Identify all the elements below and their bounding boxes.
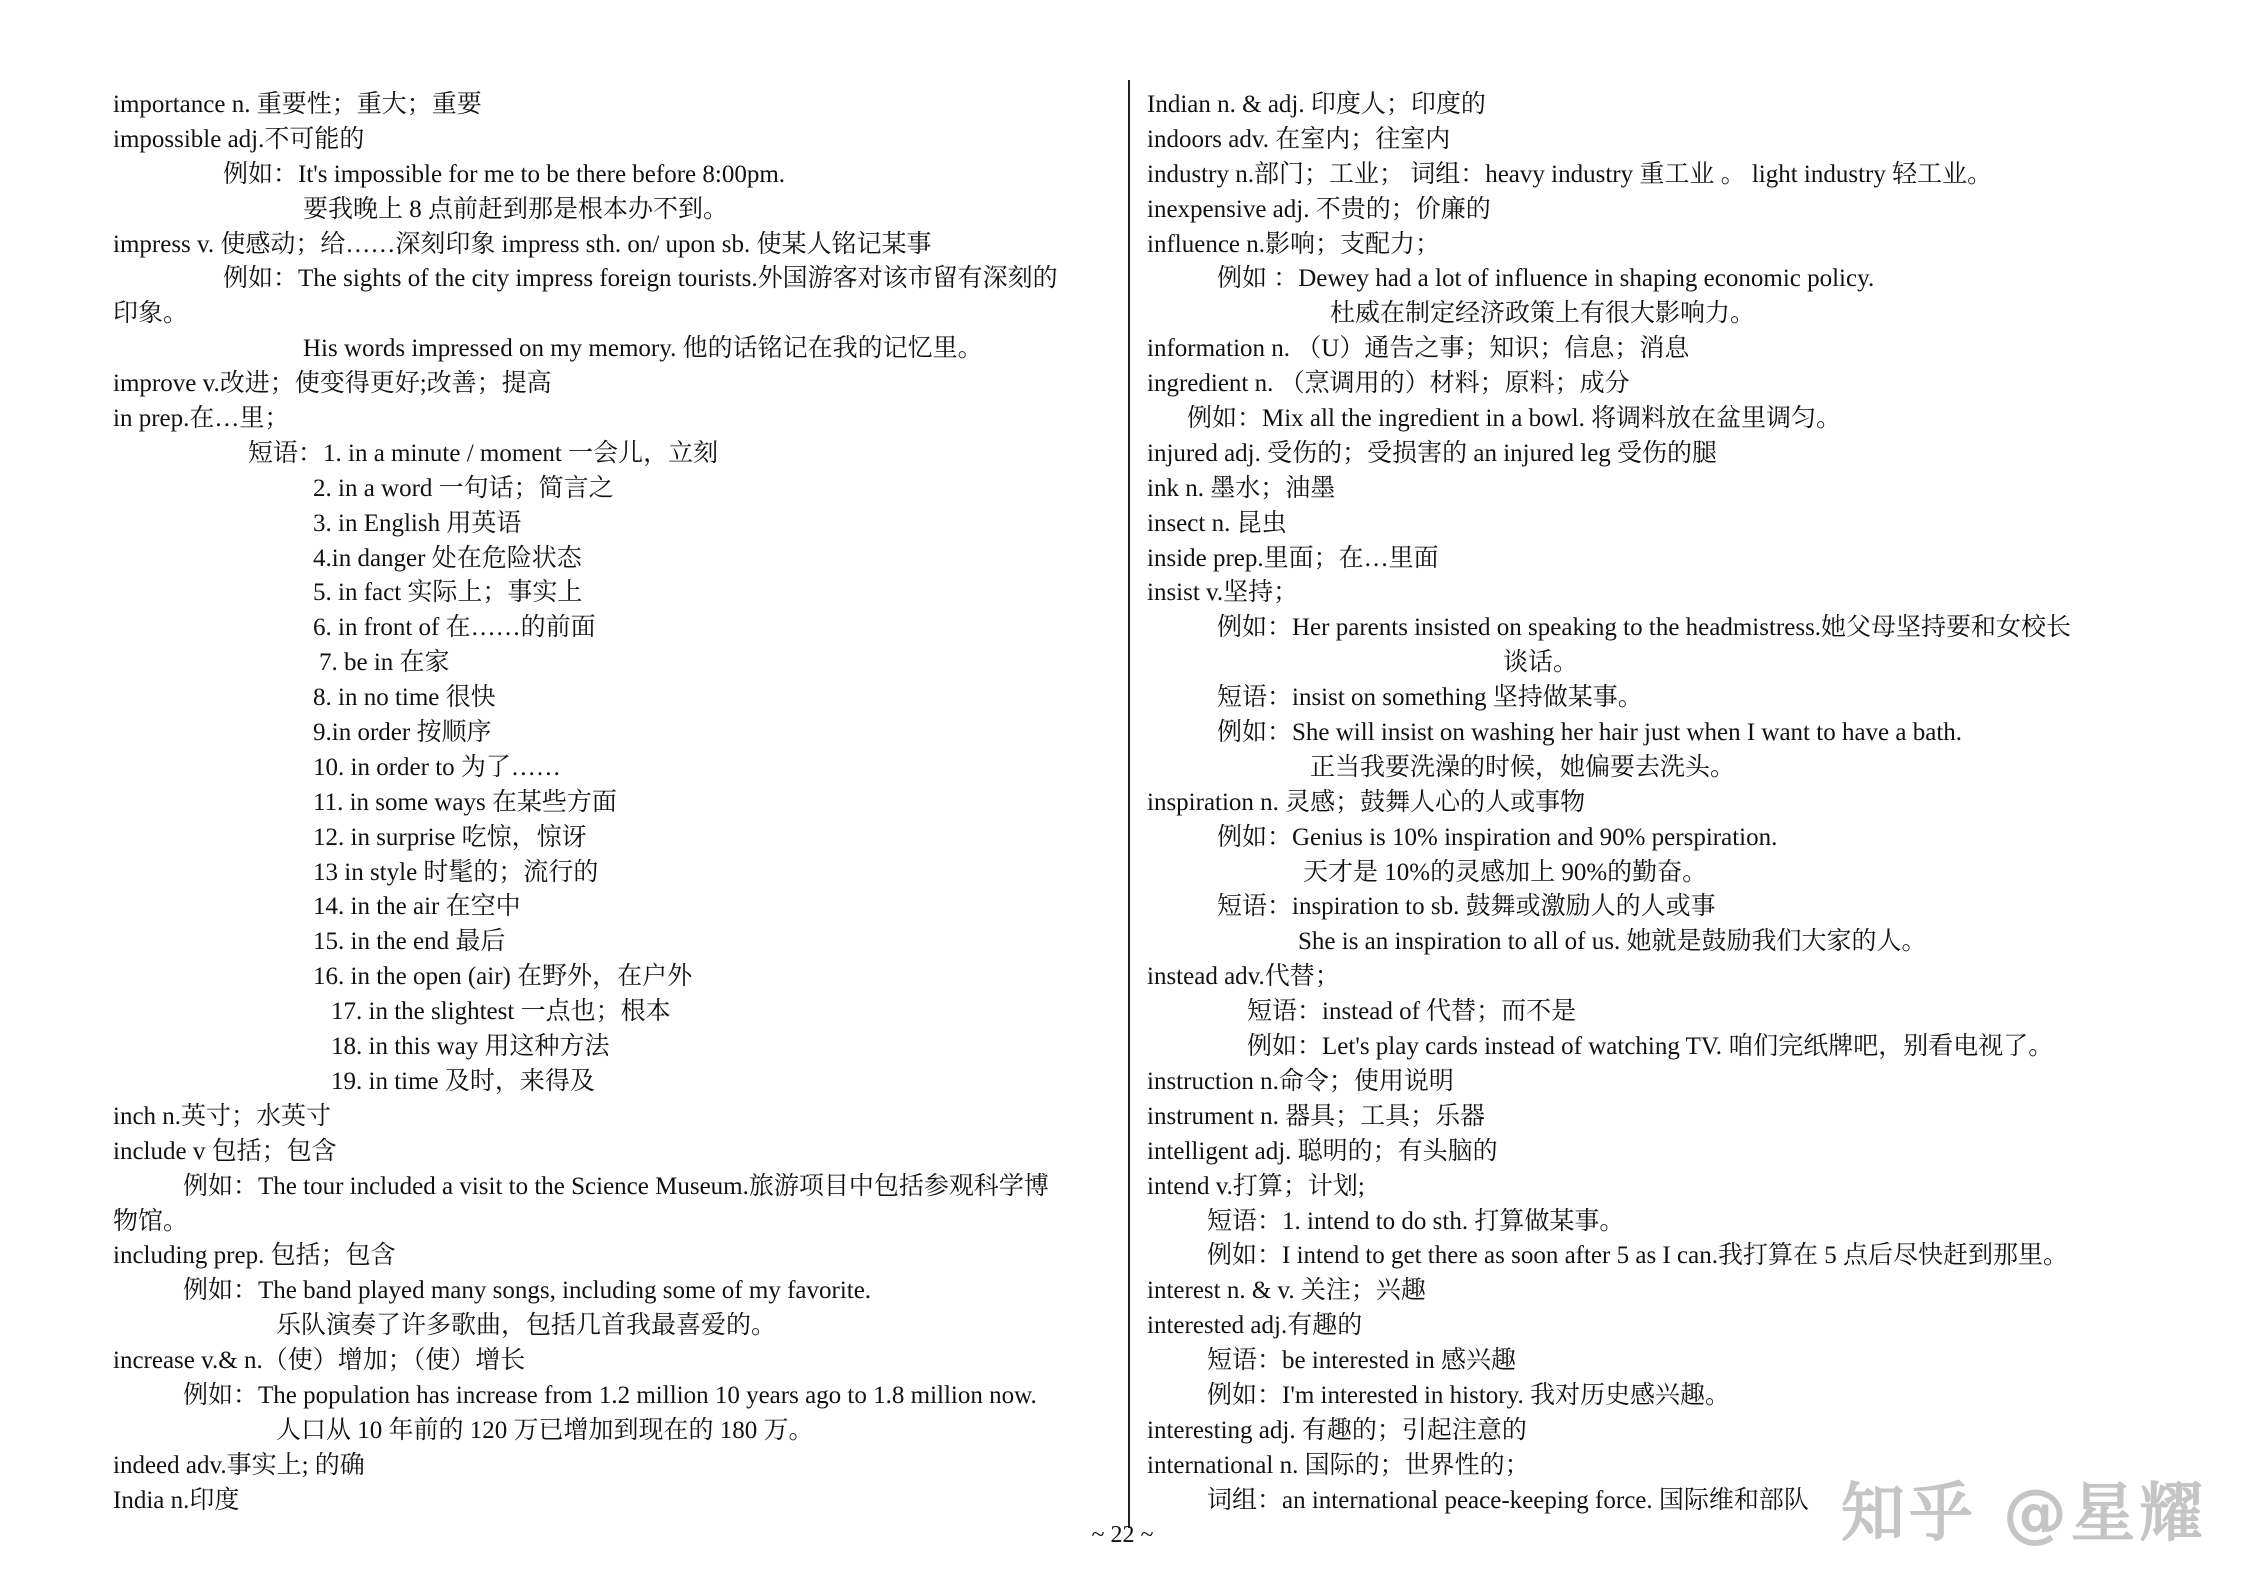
- phrase-line: 17. in the slightest 一点也；根本: [331, 998, 671, 1026]
- entry-line: increase v.& n.（使）增加；（使）增长: [113, 1347, 526, 1375]
- example-line: 例如：The population has increase from 1.2 million 10 years ago to 1.8 million now.: [183, 1381, 1037, 1409]
- phrase-line: 5. in fact 实际上；事实上: [313, 579, 583, 607]
- entry-line: injured adj. 受伤的；受损害的 an injured leg 受伤的腿: [1147, 439, 1718, 467]
- entry-line: Indian n. & adj. 印度人；印度的: [1147, 91, 1486, 118]
- phrase-line: 3. in English 用英语: [313, 509, 522, 537]
- phrase-line: 14. in the air 在空中: [313, 893, 521, 921]
- example-line: 例如 ：Dewey had a lot of influence in shaping economic policy.: [1217, 265, 1875, 293]
- example-line: 例如：I intend to get there as soon after 5 as I can.我打算在 5 点后尽快赶到那里。: [1207, 1242, 2068, 1270]
- continuation-line: 物馆。: [113, 1207, 189, 1235]
- example-line: His words impressed on my memory. 他的话铭记在我的记忆里。: [303, 335, 983, 363]
- example-line: 例如：It's impossible for me to be there before 8:00pm.: [223, 160, 786, 188]
- phrase-line: 7. be in 在家: [319, 649, 450, 677]
- entry-line: interest n. & v. 关注；兴趣: [1147, 1277, 1426, 1305]
- column-divider: [1128, 80, 1130, 1528]
- entry-line: including prep. 包括；包含: [113, 1242, 396, 1270]
- phrase-line: 11. in some ways 在某些方面: [313, 788, 617, 816]
- example-line: She is an inspiration to all of us. 她就是鼓励我们大家的人。: [1298, 928, 1927, 956]
- phrase-line: 2. in a word 一句话；简言之: [313, 474, 614, 502]
- phrase-line: 12. in surprise 吃惊，惊讶: [313, 823, 587, 851]
- phrase-line: 短语：1. intend to do sth. 打算做某事。: [1207, 1207, 1625, 1235]
- example-line: 例如：She will insist on washing her hair just when I want to have a bath.: [1217, 719, 1963, 747]
- translation-line: 天才是 10%的灵感加上 90%的勤奋。: [1303, 858, 1708, 886]
- right-column: [1147, 88, 2207, 1519]
- entry-line: insist v.坚持；: [1147, 579, 1299, 607]
- example-line: 例如：Genius is 10% inspiration and 90% perspiration.: [1217, 823, 1778, 851]
- phrase-line: 8. in no time 很快: [313, 684, 496, 712]
- phrase-line: 短语：inspiration to sb. 鼓舞或激励人的人或事: [1217, 893, 1716, 921]
- example-line: 例如：The sights of the city impress foreign tourists.外国游客对该市留有深刻的: [223, 265, 1058, 293]
- example-line: 例如：The tour included a visit to the Science Museum.旅游项目中包括参观科学博: [183, 1172, 1049, 1200]
- entry-line: indoors adv. 在室内；往室内: [1147, 125, 1451, 153]
- entry-line: instruction n.命令；使用说明: [1147, 1067, 1454, 1095]
- entry-line: intelligent adj. 聪明的；有头脑的: [1147, 1137, 1498, 1165]
- entry-line: insect n. 昆虫: [1147, 509, 1287, 537]
- phrase-line: 短语：instead of 代替；而不是: [1247, 998, 1577, 1026]
- translation-line: 正当我要洗澡的时候，她偏要去洗头。: [1310, 753, 1736, 781]
- phrase-line: 15. in the end 最后: [313, 928, 506, 956]
- phrase-line: 短语：insist on something 坚持做某事。: [1217, 684, 1643, 712]
- entry-line: ingredient n. （烹调用的）材料；原料；成分: [1147, 370, 1630, 398]
- translation-line: 杜威在制定经济政策上有很大影响力。: [1330, 300, 1756, 328]
- entry-line: influence n.影响；支配力；: [1147, 230, 1441, 258]
- example-line: 例如：Mix all the ingredient in a bowl. 将调料放在盆里调匀。: [1187, 405, 1842, 433]
- example-line: 例如：Let's play cards instead of watching TV. 咱们完纸牌吧，别看电视了。: [1247, 1033, 2054, 1061]
- entry-line: India n.印度: [113, 1486, 240, 1514]
- entry-line: importance n. 重要性；重大；重要: [113, 91, 482, 118]
- continuation-line: 谈话。: [1503, 649, 1579, 677]
- entry-line: instead adv.代替；: [1147, 963, 1340, 991]
- example-line: 例如：The band played many songs, including some of my favorite.: [183, 1277, 872, 1305]
- phrase-line: 16. in the open (air) 在野外，在户外: [313, 963, 693, 991]
- entry-line: inspiration n. 灵感；鼓舞人心的人或事物: [1147, 788, 1586, 816]
- entry-line: include v 包括；包含: [113, 1137, 337, 1165]
- phrase-line: 词组：an international peace-keeping force. 国际维和部队: [1207, 1486, 1809, 1514]
- entry-line: international n. 国际的；世界性的；: [1147, 1451, 1530, 1479]
- phrase-line: 13 in style 时髦的；流行的: [313, 858, 599, 886]
- phrase-line: 9.in order 按顺序: [313, 719, 492, 747]
- entry-line: in prep.在…里；: [113, 405, 290, 433]
- entry-line: intend v.打算；计划;: [1147, 1172, 1365, 1200]
- entry-line: interested adj.有趣的: [1147, 1312, 1363, 1340]
- entry-line: impress v. 使感动；给……深刻印象 impress sth. on/ upon sb. 使某人铭记某事: [113, 230, 932, 258]
- phrase-line: 短语：1. in a minute / moment 一会儿，立刻: [248, 439, 719, 467]
- continuation-line: 印象。: [113, 300, 189, 328]
- entry-line: inexpensive adj. 不贵的；价廉的: [1147, 195, 1491, 223]
- phrase-line: 4.in danger 处在危险状态: [313, 544, 582, 572]
- example-line: 例如：I'm interested in history. 我对历史感兴趣。: [1207, 1381, 1730, 1409]
- watermark: 知乎 @星耀: [1840, 1477, 2207, 1551]
- entry-line: impossible adj.不可能的: [113, 125, 365, 153]
- left-column: [113, 88, 1113, 1519]
- example-line: 例如：Her parents insisted on speaking to the headmistress.她父母坚持要和女校长: [1217, 614, 2072, 642]
- entry-line: instrument n. 器具；工具；乐器: [1147, 1102, 1486, 1130]
- translation-line: 乐队演奏了许多歌曲，包括几首我最喜爱的。: [276, 1312, 777, 1340]
- phrase-line: 18. in this way 用这种方法: [331, 1033, 610, 1061]
- entry-line: interesting adj. 有趣的；引起注意的: [1147, 1416, 1527, 1444]
- phrase-line: 6. in front of 在……的前面: [313, 614, 596, 642]
- translation-line: 人口从 10 年前的 120 万已增加到现在的 180 万。: [276, 1416, 814, 1444]
- entry-line: inch n.英寸；水英寸: [113, 1102, 332, 1130]
- phrase-line: 19. in time 及时，来得及: [331, 1067, 595, 1095]
- entry-line: indeed adv.事实上; 的确: [113, 1451, 365, 1479]
- entry-line: information n. （U）通告之事；知识；信息；消息: [1147, 335, 1690, 363]
- entry-line: inside prep.里面；在…里面: [1147, 544, 1439, 572]
- phrase-line: 10. in order to 为了……: [313, 753, 561, 781]
- entry-line: industry n.部门；工业； 词组：heavy industry 重工业 。 light industry 轻工业。: [1147, 160, 1993, 188]
- translation-line: 要我晚上 8 点前赶到那是根本办不到。: [303, 195, 729, 223]
- page-number: ~ 22 ~: [1091, 1522, 1154, 1548]
- phrase-line: 短语：be interested in 感兴趣: [1207, 1347, 1516, 1375]
- entry-line: improve v.改进；使变得更好;改善；提高: [113, 370, 552, 398]
- entry-line: ink n. 墨水；油墨: [1147, 474, 1336, 502]
